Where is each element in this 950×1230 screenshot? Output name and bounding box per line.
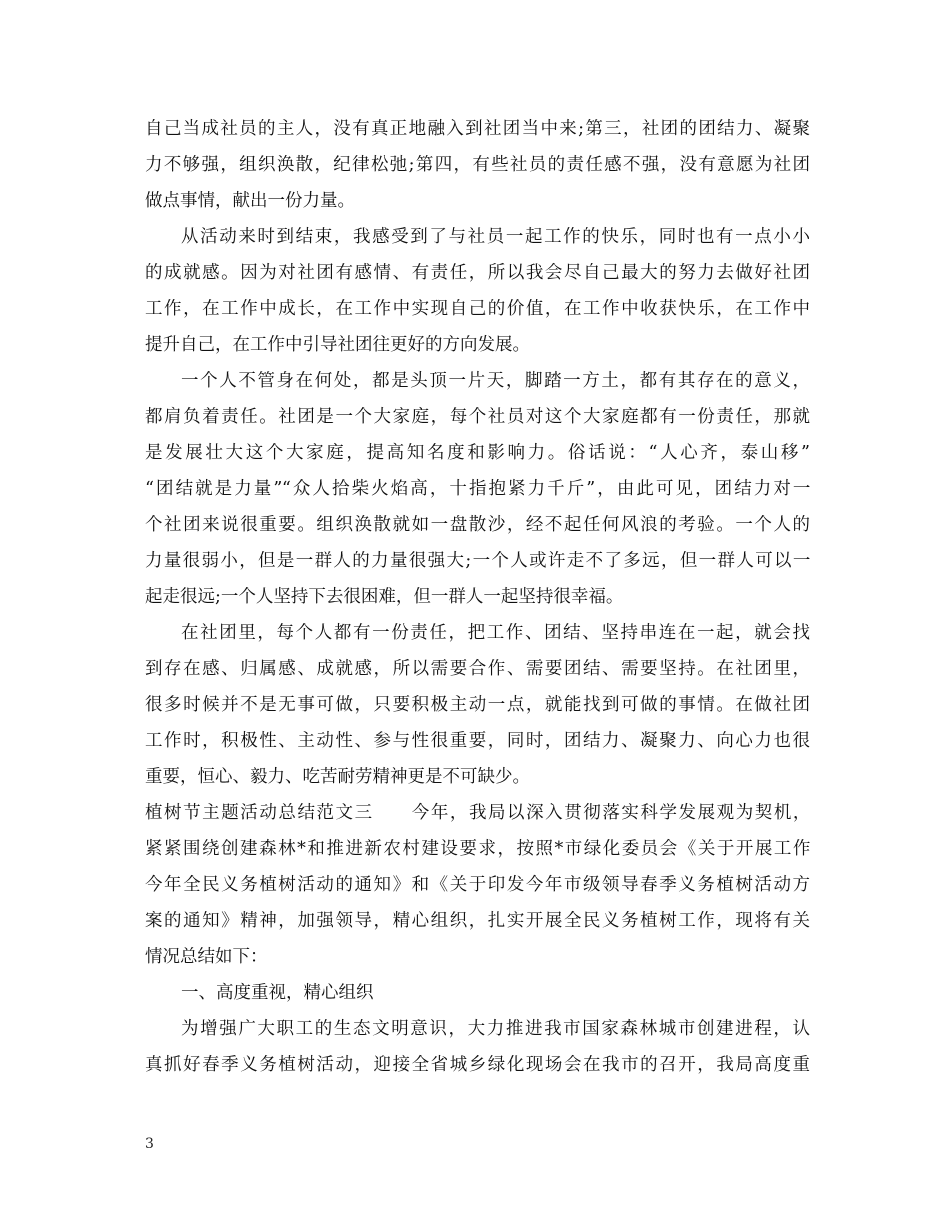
text-line: 起走很远;一个人坚持下去很困难，但一群人一起坚持很幸福。: [145, 587, 624, 607]
text-line: 提升自己，在工作中引导社团往更好的方向发展。: [145, 335, 530, 355]
text-line: 做点事情，献出一份力量。: [145, 191, 355, 211]
text-line: 工作，在工作中成长，在工作中实现自己的价值，在工作中收获快乐，在工作中: [145, 299, 810, 319]
text-line: 的成就感。因为对社团有感情、有责任，所以我会尽自己最大的努力去做好社团: [145, 263, 810, 283]
text-line: 情况总结如下：: [145, 947, 268, 967]
text-line: 到存在感、归属感、成就感，所以需要合作、需要团结、需要坚持。在社团里，: [145, 659, 810, 679]
text-line: 一个人不管身在何处，都是头顶一片天，脚踏一方土，都有其存在的意义，: [181, 371, 810, 391]
body-text: [145, 111, 810, 1083]
text-line: 力量很弱小，但是一群人的力量很强大;一个人或许走不了多远，但一群人可以一: [145, 551, 810, 571]
text-line: 从活动来时到结束，我感受到了与社员一起工作的快乐，同时也有一点小小: [181, 227, 810, 247]
text-line: 为增强广大职工的生态文明意识，大力推进我市国家森林城市创建进程，认: [181, 1019, 810, 1039]
text-line: 案的通知》精神，加强领导，精心组织，扎实开展全民义务植树工作，现将有关: [145, 911, 810, 931]
text-line: 植树节主题活动总结范文三 今年，我局以深入贯彻落实科学发展观为契机，: [145, 803, 810, 823]
text-line: 很多时候并不是无事可做，只要积极主动一点，就能找到可做的事情。在做社团: [145, 695, 810, 715]
text-line: 重要，恒心、毅力、吃苦耐劳精神更是不可缺少。: [145, 767, 530, 787]
text-line: 是发展壮大这个大家庭，提高知名度和影响力。俗话说：“人心齐，泰山移”: [145, 443, 810, 463]
text-line: 都肩负着责任。社团是一个大家庭，每个社员对这个大家庭都有一份责任，那就: [145, 407, 810, 427]
text-line: 力不够强，组织涣散，纪律松弛;第四，有些社员的责任感不强，没有意愿为社团: [145, 155, 810, 175]
text-line: 今年全民义务植树活动的通知》和《关于印发今年市级领导春季义务植树活动方: [145, 875, 810, 895]
text-line: 工作时，积极性、主动性、参与性很重要，同时，团结力、凝聚力、向心力也很: [145, 731, 810, 751]
text-line: 紧紧围绕创建森林*和推进新农村建设要求，按照*市绿化委员会《关于开展工作: [145, 839, 810, 859]
text-line: 在社团里，每个人都有一份责任，把工作、团结、坚持串连在一起，就会找: [181, 623, 810, 643]
text-line: 自己当成社员的主人，没有真正地融入到社团当中来;第三，社团的团结力、凝聚: [145, 119, 810, 139]
text-line: 个社团来说很重要。组织涣散就如一盘散沙，经不起任何风浪的考验。一个人的: [145, 515, 810, 535]
text-line: “团结就是力量”“众人拾柴火焰高，十指抱紧力千斤”，由此可见，团结力对一: [145, 479, 810, 499]
text-line: 真抓好春季义务植树活动，迎接全省城乡绿化现场会在我市的召开，我局高度重: [145, 1055, 810, 1075]
page-number: 3: [145, 1136, 154, 1152]
section-heading: 一、高度重视，精心组织: [181, 983, 374, 1003]
